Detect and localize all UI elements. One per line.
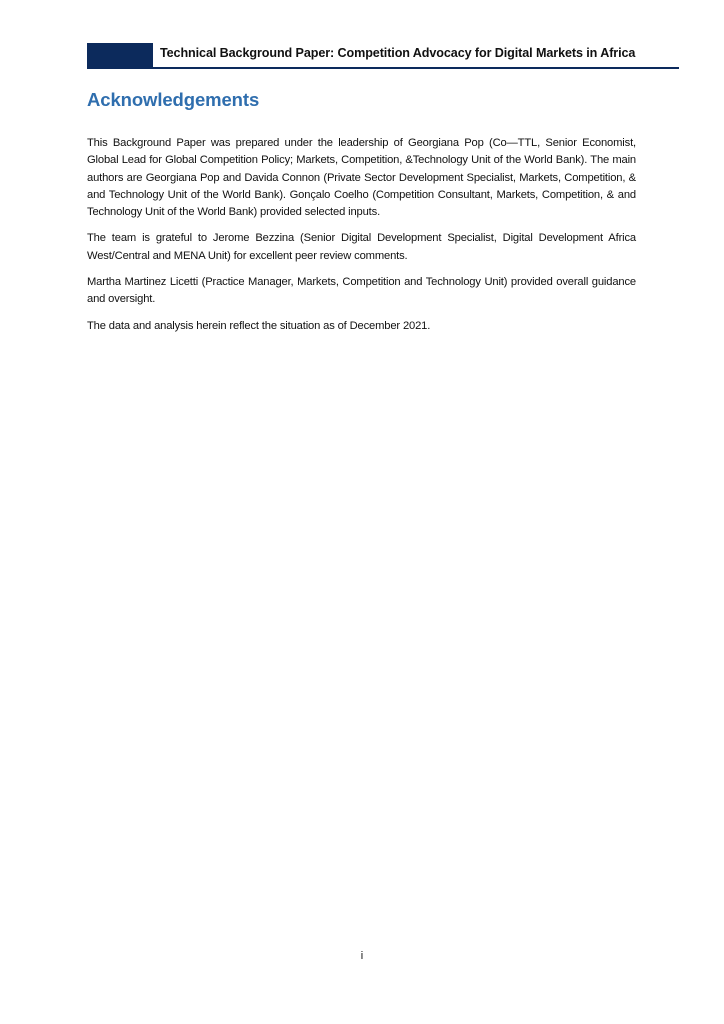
running-header-title: Technical Background Paper: Competition Advocacy for Digital Markets in Africa	[160, 46, 636, 60]
page-number: i	[360, 950, 364, 962]
header-color-block	[87, 43, 153, 67]
paragraph-preparation: This Background Paper was prepared under the leadership of Georgiana Pop (Co—TTL, Senior Economist, Global Lead for Global Competition Policy; Markets, Competition, &Technology Unit of the World Bank). The main authors are Georgiana Pop and Davida Connon (Private Sector Development Specialist, Markets, Competition, & and Technology Unit of the World Bank). Gonçalo Coelho (Competition Consultant, Markets, Competition, & and Technology Unit of the World Bank) provided selected inputs.	[87, 137, 636, 219]
paragraph-peer-review: The team is grateful to Jerome Bezzina (Senior Digital Development Specialist, Digital Development Africa West/Central and MENA Unit) for excellent peer review comments.	[87, 232, 636, 262]
paragraph-guidance: Martha Martinez Licetti (Practice Manager, Markets, Competition and Technology Unit) provided overall guidance and oversight.	[87, 276, 636, 306]
header-rule	[87, 67, 679, 69]
body-text	[87, 135, 636, 344]
section-heading: Acknowledgements	[87, 89, 260, 110]
paragraph-data-date: The data and analysis herein reflect the situation as of December 2021.	[87, 319, 431, 332]
